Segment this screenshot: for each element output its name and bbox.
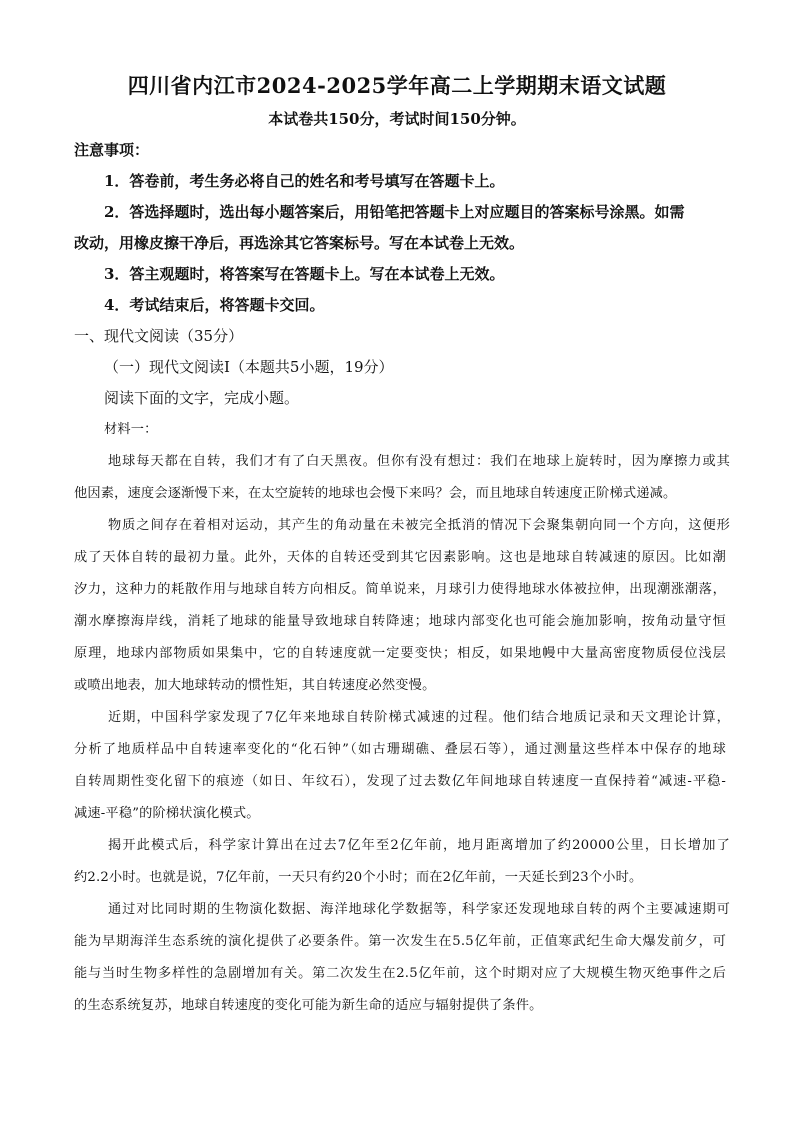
- notice-item-2-cont: 改动，用橡皮擦干净后，再选涂其它答案标号。写在本试卷上无效。: [74, 234, 525, 252]
- material-label: 材料一：: [104, 422, 158, 437]
- paragraph-line: 潮水摩擦海岸线，消耗了地球的能量导致地球自转降速；地球内部变化也可能会施加影响，按角动量守恒: [74, 614, 726, 629]
- paragraph-line: 成了天体自转的最初力量。此外，天体的自转还受到其它因素影响。这也是地球自转减速的原因。比如潮: [74, 550, 726, 565]
- paragraph-line: 或喷出地表，加大地球转动的惯性矩，其自转速度必然变慢。: [74, 678, 436, 693]
- paragraph-line: 分析了地质样品中自转速率变化的“化石钟”（如古珊瑚礁、叠层石等），通过测量这些样本中保存的地球: [74, 742, 726, 757]
- page-title: 四川省内江市2024-2025学年高二上学期期末语文试题: [127, 73, 667, 98]
- paragraph-line: 原理，地球内部物质如果集中，它的自转速度就一定要变快；相反，如果地幔中大量高密度物质侵位浅层: [74, 646, 726, 661]
- notice-item-2: 2．答选择题时，选出每小题答案后，用铅笔把答题卡上对应题目的答案标号涂黑。如需: [104, 203, 685, 221]
- paragraph-line: 自转周期性变化留下的痕迹（如日、年纹石），发现了过去数亿年间地球自转速度一直保持着“减速-平稳-: [74, 774, 726, 789]
- paragraph-line: 他因素，速度会逐渐慢下来，在太空旋转的地球也会慢下来吗？会，而且地球自转速度正阶梯式递减。: [74, 486, 677, 501]
- paragraph-line: 汐力，这种力的耗散作用与地球自转方向相反。简单说来，月球引力使得地球水体被拉伸，出现潮涨潮落，: [74, 582, 726, 597]
- paragraph-line: 减速-平稳”的阶梯状演化模式。: [74, 806, 260, 821]
- paragraph-line: 能与当时生物多样性的急剧增加有关。第二次发生在2.5亿年前，这个时期对应了大规模生物灭绝事件之后: [74, 966, 726, 981]
- paragraph-line: 物质之间存在着相对运动，其产生的角动量在未被完全抵消的情况下会聚集朝向同一个方向，这便形: [108, 518, 730, 533]
- reading-instruction: 阅读下面的文字，完成小题。: [104, 389, 300, 407]
- paragraph-line: 的生态系统复苏，地球自转速度的变化可能为新生命的适应与辐射提供了条件。: [74, 998, 543, 1013]
- notice-item-3: 3．答主观题时，将答案写在答题卡上。写在本试卷上无效。: [104, 265, 505, 283]
- notice-heading: 注意事项：: [74, 141, 150, 159]
- paragraph-line: 揭开此模式后，科学家计算出在过去7亿年至2亿年前，地月距离增加了约20000公里，日长增加了: [108, 838, 730, 853]
- exam-info: 本试卷共150分，考试时间150分钟。: [268, 110, 526, 128]
- sub-section-heading: （一）现代文阅读Ⅰ（本题共5小题，19分）: [104, 358, 394, 376]
- paragraph-line: 约2.2小时。也就是说，7亿年前，一天只有约20个小时；而在2亿年前，一天延长到23个小时。: [74, 870, 643, 885]
- section-heading: 一、现代文阅读（35分）: [74, 327, 244, 345]
- paragraph-line: 通过对比同时期的生物演化数据、海洋地球化学数据等，科学家还发现地球自转的两个主要减速期可: [108, 902, 730, 917]
- notice-item-1: 1．答卷前，考生务必将自己的姓名和考号填写在答题卡上。: [104, 172, 505, 190]
- paragraph-line: 地球每天都在自转，我们才有了白天黑夜。但你有没有想过：我们在地球上旋转时，因为摩擦力或其: [108, 454, 730, 469]
- paragraph-line: 能为早期海洋生态系统的演化提供了必要条件。第一次发生在5.5亿年前，正值寒武纪生命大爆发前夕，可: [74, 934, 726, 949]
- notice-item-4: 4．考试结束后，将答题卡交回。: [104, 296, 325, 314]
- paragraph-line: 近期，中国科学家发现了7亿年来地球自转阶梯式减速的过程。他们结合地质记录和天文理论计算，: [108, 710, 730, 725]
